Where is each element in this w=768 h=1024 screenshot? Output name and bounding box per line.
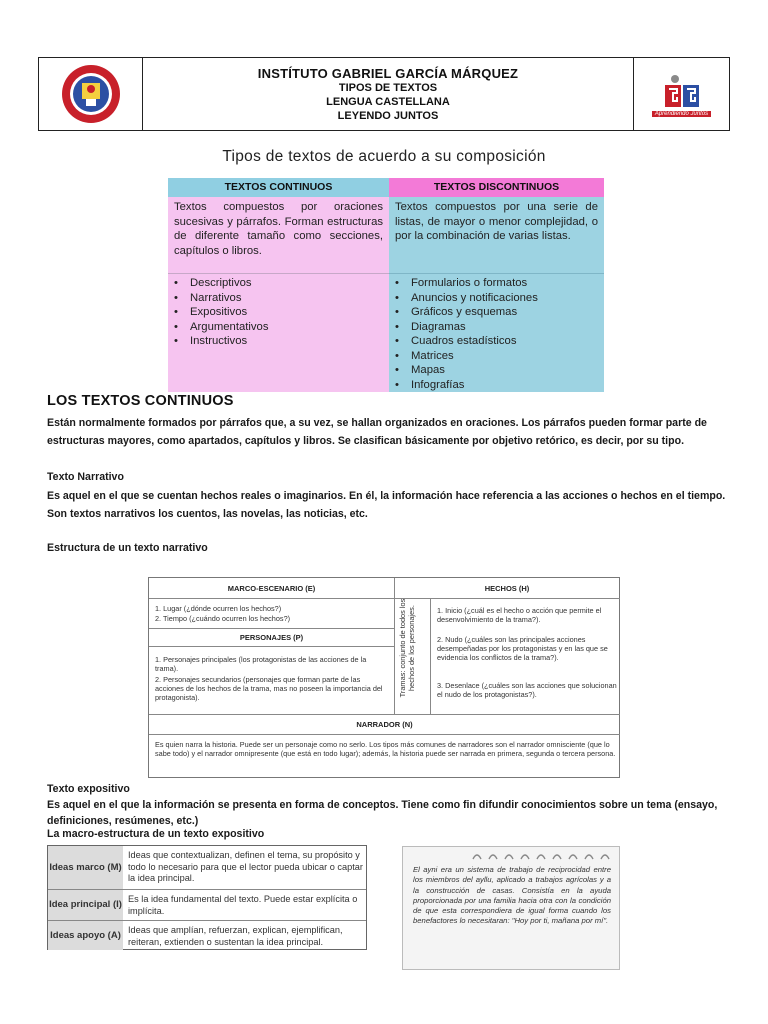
header-subject: LENGUA CASTELLANA — [326, 95, 450, 108]
table-row-label: Ideas marco (M) — [48, 846, 123, 889]
table-row-text: Ideas que amplían, refuerzan, explican, ejemplifican, reiteran, extienden o sustentan la idea principal. — [128, 925, 343, 947]
discontinuos-list — [389, 276, 538, 392]
narrative-structure-diagram — [148, 577, 620, 778]
list-item: • Diagramas — [395, 320, 538, 335]
list-item: • Instructivos — [174, 334, 269, 349]
ayni-note-text: El ayni era un sistema de trabajo de reciprocidad entre los miembros del ayllu, aplicado a trabajos agrícolas y a la construcción de casas. Consistía en la ayuda proporcionada por una familia hacia otra con la condición de que esta correspondiera de igual forma cuando los benefactores lo necesitaran: "Hoy por ti, mañana por mí". — [413, 865, 611, 926]
header-project: LEYENDO JUNTOS — [337, 109, 439, 122]
estructura-title: Estructura de un texto narrativo — [47, 542, 208, 554]
table-row — [48, 846, 366, 890]
comparison-table — [168, 178, 604, 392]
list-item: • Cuadros estadísticos — [395, 334, 538, 349]
divider — [149, 646, 394, 647]
continuos-list — [168, 276, 269, 349]
continuos-paragraph: Están normalmente formados por párrafos que, a su vez, se hallan organizados en oraciones. Los párrafos pueden formar parte de estructuras mayores, como apartados, capítulos y libros. Se clasifican básicamente por objetivo retórico, es decir, por su tipo. — [47, 417, 707, 447]
macro-estructura-title: La macro-estructura de un texto expositivo — [47, 828, 265, 840]
continuos-description: Textos compuestos por oraciones sucesivas y párrafos. Forman estructuras de diferente tamaño como secciones, capítulos o libros. — [174, 201, 383, 257]
list-item: • Formularios o formatos — [395, 276, 538, 291]
hechos-item-3: 3. Desenlace (¿cuáles son las acciones que solucionan el nudo de los protagonistas?). — [437, 681, 617, 700]
tramas-vertical-label: Tramas: conjunto de todos los hechos de los personajes. — [398, 598, 416, 698]
expositivo-title: Texto expositivo — [47, 783, 130, 795]
divider — [149, 734, 620, 735]
school-logo-cell — [39, 58, 143, 130]
table-row-label: Ideas apoyo (A) — [48, 921, 123, 950]
continuos-column — [168, 178, 389, 392]
marco-item-2: 2. Tiempo (¿cuándo ocurren los hechos?) — [155, 614, 291, 623]
expositivo-structure-table — [47, 845, 367, 950]
divider — [149, 628, 394, 629]
narrativo-paragraph: Es aquel en el que se cuentan hechos reales o imaginarios. En él, la información hace referencia a las acciones o hechos en el tiempo. Son textos narrativos los cuentos, las novelas, las noticias, etc. — [47, 490, 726, 520]
continuos-heading: TEXTOS CONTINUOS — [168, 178, 389, 197]
header-subject-type: TIPOS DE TEXTOS — [338, 81, 438, 94]
table-row-text: Ideas que contextualizan, definen el tema, su propósito y todo lo necesario para que el lector pueda ubicar o captar la idea principal. — [128, 850, 363, 883]
list-item: • Narrativos — [174, 291, 269, 306]
school-crest-icon — [60, 63, 122, 125]
divider — [389, 273, 604, 274]
marco-item-1: 1. Lugar (¿dónde ocurren los hechos?) — [155, 604, 282, 613]
header-titles — [143, 58, 633, 130]
divider — [149, 714, 620, 715]
narrador-text: Es quien narra la historia. Puede ser un personaje como no serlo. Los tipos más comunes de narradores son el narrador omnisciente (que lo sabe todo) y el narrador omnipresente (que está en todo lugar); además, la historia puede ser narrada en primera, segunda o tercera persona. — [155, 740, 616, 759]
list-item: • Descriptivos — [174, 276, 269, 291]
list-item: • Expositivos — [174, 305, 269, 320]
project-logo-caption: Aprendiendo Juntos — [652, 111, 711, 117]
narrador-heading: NARRADOR (N) — [356, 720, 413, 729]
list-item: • Gráficos y esquemas — [395, 305, 538, 320]
table-row — [48, 921, 366, 950]
continuos-section-heading: LOS TEXTOS CONTINUOS — [47, 393, 234, 409]
personajes-heading: PERSONAJES (P) — [239, 633, 304, 642]
divider — [149, 598, 394, 599]
divider — [430, 598, 431, 714]
discontinuos-heading: TEXTOS DISCONTINUOS — [389, 178, 604, 197]
hechos-heading: HECHOS (H) — [484, 584, 530, 593]
personajes-item-2: 2. Personajes secundarios (personajes que forman parte de las acciones de los hechos de la trama, mas no poseen la importancia del protagonista). — [155, 675, 383, 703]
aprendiendo-juntos-logo-icon — [657, 71, 707, 111]
discontinuos-description: Textos compuestos por una serie de listas, de mayor o menor complejidad, o por la combinación de varias listas. — [395, 201, 598, 242]
project-logo-cell — [633, 58, 729, 130]
comparison-title: Tipos de textos de acuerdo a su composición — [222, 148, 546, 165]
hechos-item-2: 2. Nudo (¿cuáles son las principales acciones desempeñadas por los protagonistas y en las que se evidencia los conflictos de la trama?). — [437, 635, 608, 663]
personajes-item-1: 1. Personajes principales (los protagonistas de las acciones de la trama). — [155, 655, 367, 674]
table-row-text: Es la idea fundamental del texto. Puede estar explícita o implícita. — [128, 894, 358, 916]
spiral-binding-icon — [403, 849, 619, 863]
list-item: • Mapas — [395, 363, 538, 378]
divider — [168, 273, 389, 274]
discontinuos-column — [389, 178, 604, 392]
ayni-note-card — [402, 846, 620, 970]
marco-heading: MARCO-ESCENARIO (E) — [227, 584, 316, 593]
list-item: • Anuncios y notificaciones — [395, 291, 538, 306]
list-item: • Infografías — [395, 378, 538, 393]
table-row — [48, 890, 366, 921]
school-name: INSTÍTUTO GABRIEL GARCÍA MÁRQUEZ — [257, 65, 519, 81]
expositivo-paragraph: Es aquel en el que la información se presenta en forma de conceptos. Tiene como fin difundir conocimientos sobre un tema (ensayo, definiciones, resúmenes, etc.) — [47, 799, 718, 827]
hechos-item-1: 1. Inicio (¿cuál es el hecho o acción que permite el desenvolvimiento de la trama?). — [437, 606, 602, 625]
list-item: • Matrices — [395, 349, 538, 364]
divider — [394, 598, 620, 599]
list-item: • Argumentativos — [174, 320, 269, 335]
header-table — [38, 57, 730, 131]
narrativo-title: Texto Narrativo — [47, 471, 124, 483]
table-row-label: Idea principal (I) — [48, 890, 123, 920]
